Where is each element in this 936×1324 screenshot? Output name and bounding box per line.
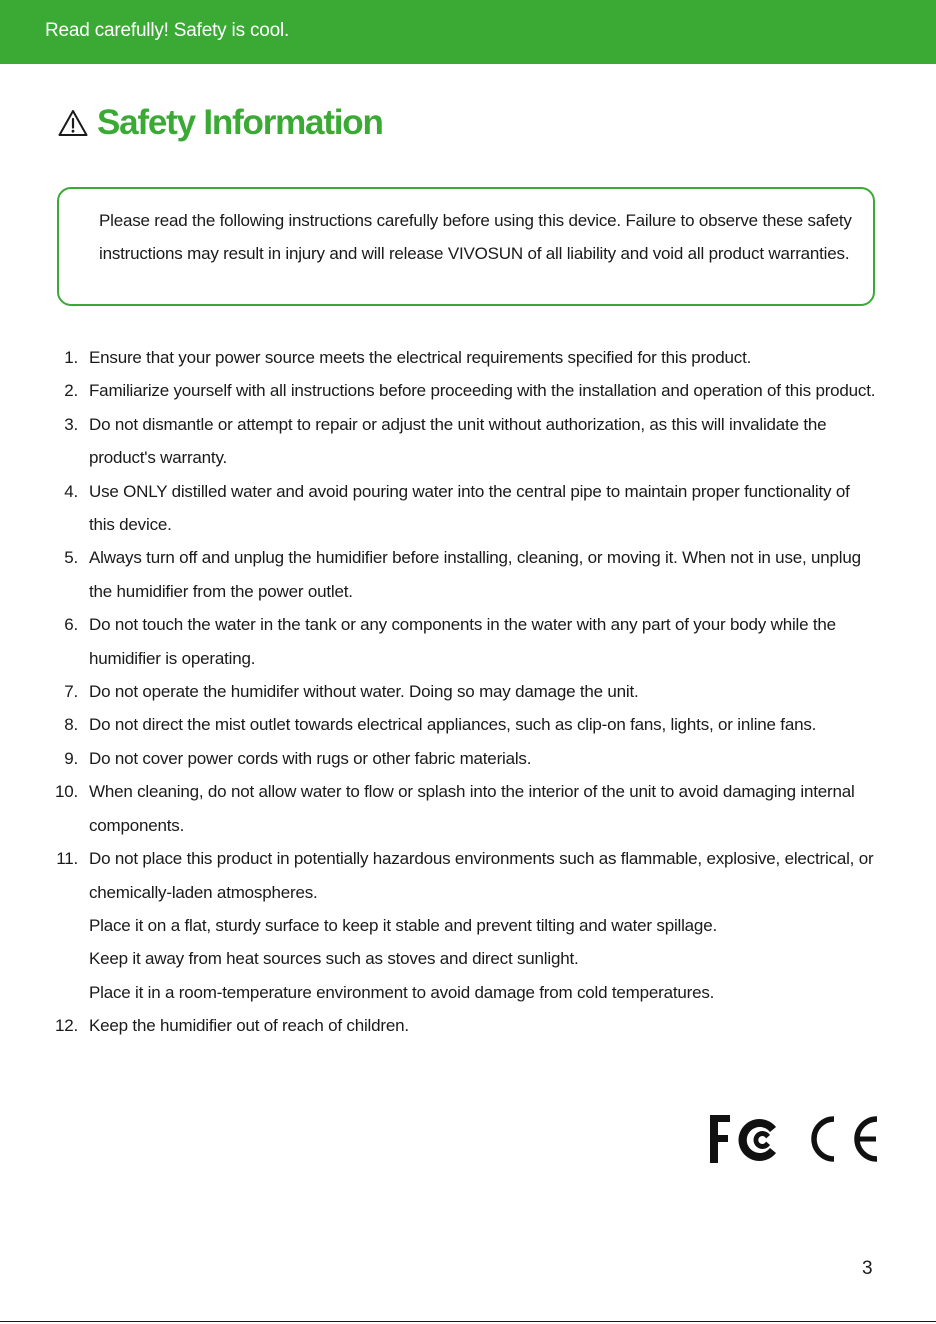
- item-number: 6.: [64, 615, 78, 635]
- item-number: 5.: [64, 548, 78, 568]
- item-text: Do not direct the mist outlet towards electrical appliances, such as clip-on fans, lights, or inline fans.: [89, 715, 817, 735]
- list-item: [50, 408, 890, 475]
- item-text: Do not place this product in potentially hazardous environments such as flammable, explosive, electrical, or chemically-laden atmospheres.: [89, 849, 874, 902]
- item-subtext: Place it on a flat, sturdy surface to keep it stable and prevent tilting and water spillage.: [89, 915, 717, 935]
- item-number: 8.: [64, 715, 78, 735]
- list-item: [50, 708, 890, 741]
- item-text: Use ONLY distilled water and avoid pouring water into the central pipe to maintain proper functionality of this device.: [89, 481, 850, 535]
- item-text: Do not dismantle or attempt to repair or adjust the unit without authorization, as this will invalidate the product's warranty.: [89, 414, 827, 468]
- list-item: [50, 842, 890, 1009]
- item-number: 7.: [64, 682, 78, 702]
- item-number: 11.: [56, 849, 78, 869]
- item-number: 4.: [64, 481, 78, 501]
- instructions-list: [50, 341, 890, 1043]
- list-item: [50, 374, 890, 407]
- item-text: Familiarize yourself with all instructions before proceeding with the installation and operation of this product.: [89, 381, 876, 401]
- item-text: When cleaning, do not allow water to flow or splash into the interior of the unit to avoid damaging internal components.: [89, 782, 855, 835]
- warning-triangle-icon: [57, 108, 89, 138]
- list-item: [50, 475, 890, 542]
- notice-box: [57, 187, 875, 306]
- item-number: 3.: [64, 414, 78, 434]
- bottom-rule: [0, 1321, 936, 1322]
- certification-logos: [708, 1113, 880, 1165]
- list-item: [50, 341, 890, 374]
- item-subtext: Place it in a room-temperature environment to avoid damage from cold temperatures.: [89, 982, 715, 1002]
- notice-text: Please read the following instructions carefully before using this device. Failure to observe these safety instructions may result in injury and will release VIVOSUN of all liability and void all product warranties.: [99, 211, 852, 264]
- page-title: Safety Information: [97, 103, 383, 142]
- item-subtext: Keep it away from heat sources such as stoves and direct sunlight.: [89, 949, 579, 969]
- item-number: 1.: [64, 348, 78, 367]
- header-banner: [0, 0, 936, 64]
- item-text-group: [89, 842, 879, 1009]
- item-number: 12.: [54, 1016, 78, 1036]
- item-text: Do not touch the water in the tank or any components in the water with any part of your body while the humidifier is operating.: [89, 615, 836, 668]
- list-item: [50, 775, 890, 842]
- list-item: [50, 541, 890, 608]
- list-item: [50, 675, 890, 708]
- item-text: Do not operate the humidifer without water. Doing so may damage the unit.: [89, 682, 639, 702]
- item-number: 9.: [64, 748, 78, 768]
- section-header: [57, 101, 383, 145]
- ce-logo-icon: [814, 1119, 877, 1159]
- item-text: Ensure that your power source meets the electrical requirements specified for this product.: [89, 348, 752, 367]
- fcc-logo-icon: [710, 1115, 776, 1163]
- item-text: Always turn off and unplug the humidifier before installing, cleaning, or moving it. When not in use, unplug the humidifier from the power outlet.: [89, 548, 861, 601]
- list-item: [50, 1009, 890, 1042]
- list-item: [50, 742, 890, 775]
- banner-text: Read carefully! Safety is cool.: [45, 20, 290, 41]
- page-number: 3: [862, 1258, 873, 1279]
- item-number: 10.: [54, 782, 78, 802]
- item-text: Keep the humidifier out of reach of children.: [89, 1016, 409, 1036]
- item-number: 2.: [64, 381, 78, 401]
- list-item: [50, 608, 890, 675]
- item-text: Do not cover power cords with rugs or other fabric materials.: [89, 748, 532, 768]
